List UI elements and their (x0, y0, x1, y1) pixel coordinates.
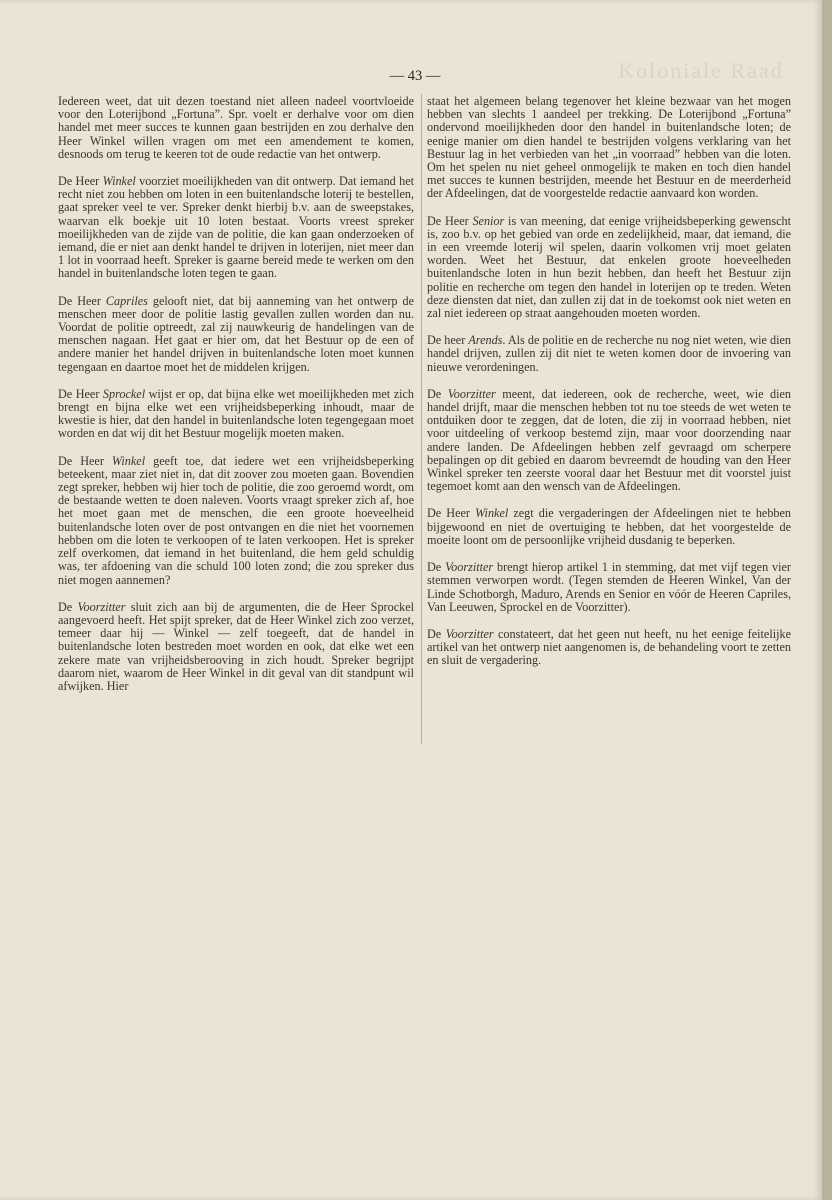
paragraph: De Heer Senior is van meening, dat eenige vrijheidsbeperking gewenscht is, zoo b.v. op het gebied van orde en zedelijkheid, maar, dat iemand, die in een vreemde loterij wil spelen, daarin volkomen vrij moet gelaten worden. Weet het Bestuur, dat enkelen groote hoeveelheden buitenlandsche loten in hun bezit hebben, dan heeft het Bestuur zijn politie en recherche om tegen den handel in loterijen op te treden. Weten deze diensten dat niet, dan zullen zij dat in de toekomst ook niet weten en zal niet iedereen op straat aangehouden moeten worden. (427, 213, 791, 321)
paragraph: De Voorzitter constateert, dat het geen nut heeft, nu het eenige feitelijke artikel van het ontwerp niet aangenomen is, de behandeling voort te zetten en sluit de vergadering. (427, 626, 791, 668)
page-edge (822, 0, 832, 1200)
paragraph: De Heer Winkel zegt die vergaderingen der Afdeelingen niet te hebben bijgewoond en niet de overtuiging te hebben, dat het voorgestelde de moeite loont om de persoonlijke vrijheid dusdanig te beperken. (427, 506, 792, 547)
right-column (427, 95, 791, 682)
column-divider (421, 94, 422, 744)
paragraph: De heer Arends. Als de politie en de recherche nu nog niet weten, wie dien handel drijven, zullen zij dit niet te weten komen door de invoering van nieuwe verordeningen. (427, 333, 792, 374)
paragraph: Iedereen weet, dat uit dezen toestand niet alleen nadeel voortvloeide voor den Loterijbond „Fortuna”. Spr. voelt er derhalve voor om dien handel met meer succes te kunnen gaan bestrijden en zou derhalve den Heer Winkel willen vragen om met een amendement te komen, desnoods om terug te keeren tot de oude redactie van het ontwerp. (58, 94, 414, 161)
left-column (58, 95, 414, 707)
paragraph: De Heer Winkel geeft toe, dat iedere wet een vrijheidsbeperking beteekent, maar ziet niet in, dat dit zoover zou moeten gaan. Bovendien zegt spreker, hebben wij hier toch de politie, die zoo geroemd wordt, om de bestaande wetten te doen naleven. Voorts vraagt spreker zich af, hoe het moet gaan met de menschen, die een groote hoeveelheid buitenlandsche loten over de post ontvangen en die niet het voornemen hebben om die loten te verkoopen of te laten verkoopen. Het is spreker zelf overkomen, dat iemand in het buitenland, die hem geld schuldig was, ter afdoening van die schuld 100 loten zond; die zou spreker dus niet mogen aannemen? (58, 453, 415, 587)
paragraph: De Voorzitter sluit zich aan bij de argumenten, die de Heer Sprockel aangevoerd heeft. Het spijt spreker, dat de Heer Winkel zich zoo verzet, temeer daar hij — Winkel — zelf toegeeft, dat de handel in buitenlandsche loten bestreden moet worden en ook, dat elke wet een zekere mate van vrijheidsberooving in zich houdt. Spreker begrijpt daarom niet, waarom de Heer Winkel in dit geval van dit standpunt wil afwijken. Hier (58, 599, 414, 693)
paragraph: De Heer Sprockel wijst er op, dat bijna elke wet moeilijkheden met zich brengt en bijna elke wet een vrijheidsbeperking inhoudt, maar de kwestie is hier, dat den handel in buitenlandsche loten tegengegaan moet worden en dat wij dit het Bestuur mogelijk moeten maken. (58, 386, 414, 441)
page-number: — 43 — (389, 68, 441, 84)
paragraph: De Heer Winkel voorziet moeilijkheden van dit ontwerp. Dat iemand het recht niet zou hebben om loten in een buitenlandsche loterij te bestellen, gaat spreker veel te ver. Spreker denkt hierbij b.v. aan de sweepstakes, waarvan elk boekje uit 10 loten bestaat. Voorts vreest spreker moeilijkheden van de zijde van de politie, die kan gaan onderzoeken of iemand, die er niet aan denkt handel te drijven in loterijen, niet meer dan 1 lot in voorraad heeft. Spreker is gaarne bereid mede te werken om den handel in buitenlandsche loten tegen te gaan. (58, 174, 414, 281)
ghost-header: Koloniale Raad (618, 58, 784, 83)
paragraph: De Voorzitter brengt hierop artikel 1 in stemming, dat met vijf tegen vier stemmen verworpen wordt. (Tegen stemden de Heeren Winkel, Van der Linde Schotborgh, Maduro, Arends en Senior en vóór de Heeren Capriles, Van Leeuwen, Sprockel en de Voorzitter). (427, 560, 791, 614)
paragraph: staat het algemeen belang tegenover het kleine bezwaar van het mogen hebben van slechts 1 aandeel per trekking. De Loterijbond „Fortuna” ondervond moeilijkheden door den handel in buitenlandsche loten; de eenige manier om dien handel te bestrijden volgens verklaring van het Bestuur lag in het verbieden van het „in voorraad” hebben van die loten. Om het spelen nu niet geheel onmogelijk te maken en toch dien handel met succes te kunnen bestrijden, meende het Bestuur en de meerderheid der Afdeelingen, dat de voorgestelde redactie aanvaard kon worden. (427, 94, 791, 201)
paragraph: De Heer Capriles gelooft niet, dat bij aanneming van het ontwerp de menschen meer door de politie lastig gevallen zullen worden dan nu. Voordat de politie optreedt, zal zij nauwkeurig de handelingen van de menschen nagaan. Het gaat er hier om, dat het Bestuur op de een of andere manier het handel drijven in buitenlandsche loten moet kunnen tegengaan en daartoe moet het de middelen krijgen. (58, 293, 415, 374)
paragraph: De Voorzitter meent, dat iedereen, ook de recherche, weet, wie dien handel drijft, maar die menschen hebben tot nu toe steeds de wet weten te ontduiken door te zeggen, dat de loten, die zij in voorraad hebben, niet voor uitdeeling of verkoop bestemd zijn, maar voor doorzending naar andere landen. De Afdeelingen hebben zelf gevraagd om scherpere bepalingen op dit gebied en daarom bevreemdt de houding van den Heer Winkel spreker ten zeerste vooral daar het Bestuur met dit voorstel juist tegemoet komt aan den wensch van de Afdeelingen. (427, 386, 791, 494)
